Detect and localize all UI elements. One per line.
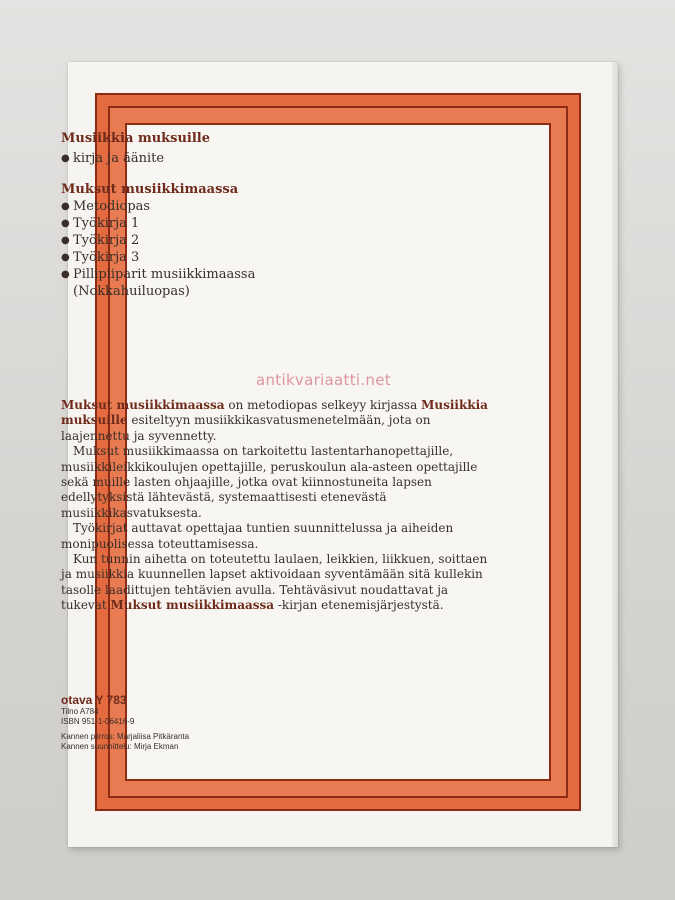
book-edge [612,62,618,847]
list-item [61,198,491,215]
list-item [61,215,491,232]
series-list [61,130,491,300]
description-text-run: -kirjan etenemisjärjestystä. [274,598,444,613]
description-text [61,398,491,614]
order-code: Tilno A784 [61,707,99,716]
list-item-label: kirja ja äänite [73,151,165,166]
description-text-run: on metodiopas selkeyy kirjassa [224,398,422,412]
list-item [61,266,491,283]
list-item [61,232,491,249]
description-paragraph-2: Muksut musiikkimaassa on tarkoitettu lastentarhanopettajille, musiikkileikkikoulujen opettajille, peruskoulun ala-asteen opettajille sekä muille lasten ohjaajille, jotka ovat kiinnostuneita lapsen edellytyksistä lähtevästä, systemaattisesti etenevästä musiikkikasvatuksesta. [61,444,478,520]
watermark-text: antikvariaatti.net [256,371,391,389]
book-title-bold: Muksut musiikkimaassa [61,398,225,412]
list-item [61,150,491,167]
cover-art-credit: Kannen piirros: Marjaliisa Pitkäranta [61,732,190,741]
list-item-label: Pillipiiparit musiikkimaassa [73,267,256,282]
list-item-label: Työkirja 1 [73,216,140,231]
description-text-run: Kun tunnin aihetta on toteutettu laulaen, leikkien, liikkuen, soittaen ja musiikkia kuunnellen lapset aktivoidaan syventämään sitä kullekin tasolle laadittujen tehtävien avulla. Tehtäväsivut noudattavat ja tukevat [61,552,488,613]
book-title-bold: Musiikkia muksuille [61,398,488,428]
publisher-info [61,693,361,751]
description-paragraph-4 [61,552,491,614]
description-paragraph-3: Työkirjat auttavat opettajaa tuntien suunnittelussa ja aiheiden monipuolisessa toteuttamisessa. [61,521,454,551]
description-text-run: esiteltyyn musiikkikasvatusmenetelmään, jota on laajennettu ja syvennetty. [61,413,431,443]
book-title-bold: Muksut musiikkimaassa [110,598,275,613]
bullet-icon: ● [61,252,70,263]
series2-title: Muksut musiikkimaassa [61,182,239,197]
bullet-icon: ● [61,269,70,280]
cover-design-credit: Kannen suunnittelu: Mirja Ekman [61,741,179,751]
list-item-label: Metodiopas [73,199,151,214]
bullet-icon: ● [61,235,70,246]
isbn: ISBN 951-1-06416-9 [61,716,135,726]
list-item-subtitle: (Nokkahuiluopas) [73,284,190,299]
bullet-icon: ● [61,153,70,164]
list-item [61,249,491,266]
series1-title: Musiikkia muksuille [61,131,211,146]
bullet-icon: ● [61,218,70,229]
list-item-label: Työkirja 2 [73,233,140,248]
description-paragraph-1 [61,398,491,444]
publisher-code: otava Y 783 [61,693,127,707]
list-item-label: Työkirja 3 [73,250,140,265]
bullet-icon: ● [61,201,70,212]
